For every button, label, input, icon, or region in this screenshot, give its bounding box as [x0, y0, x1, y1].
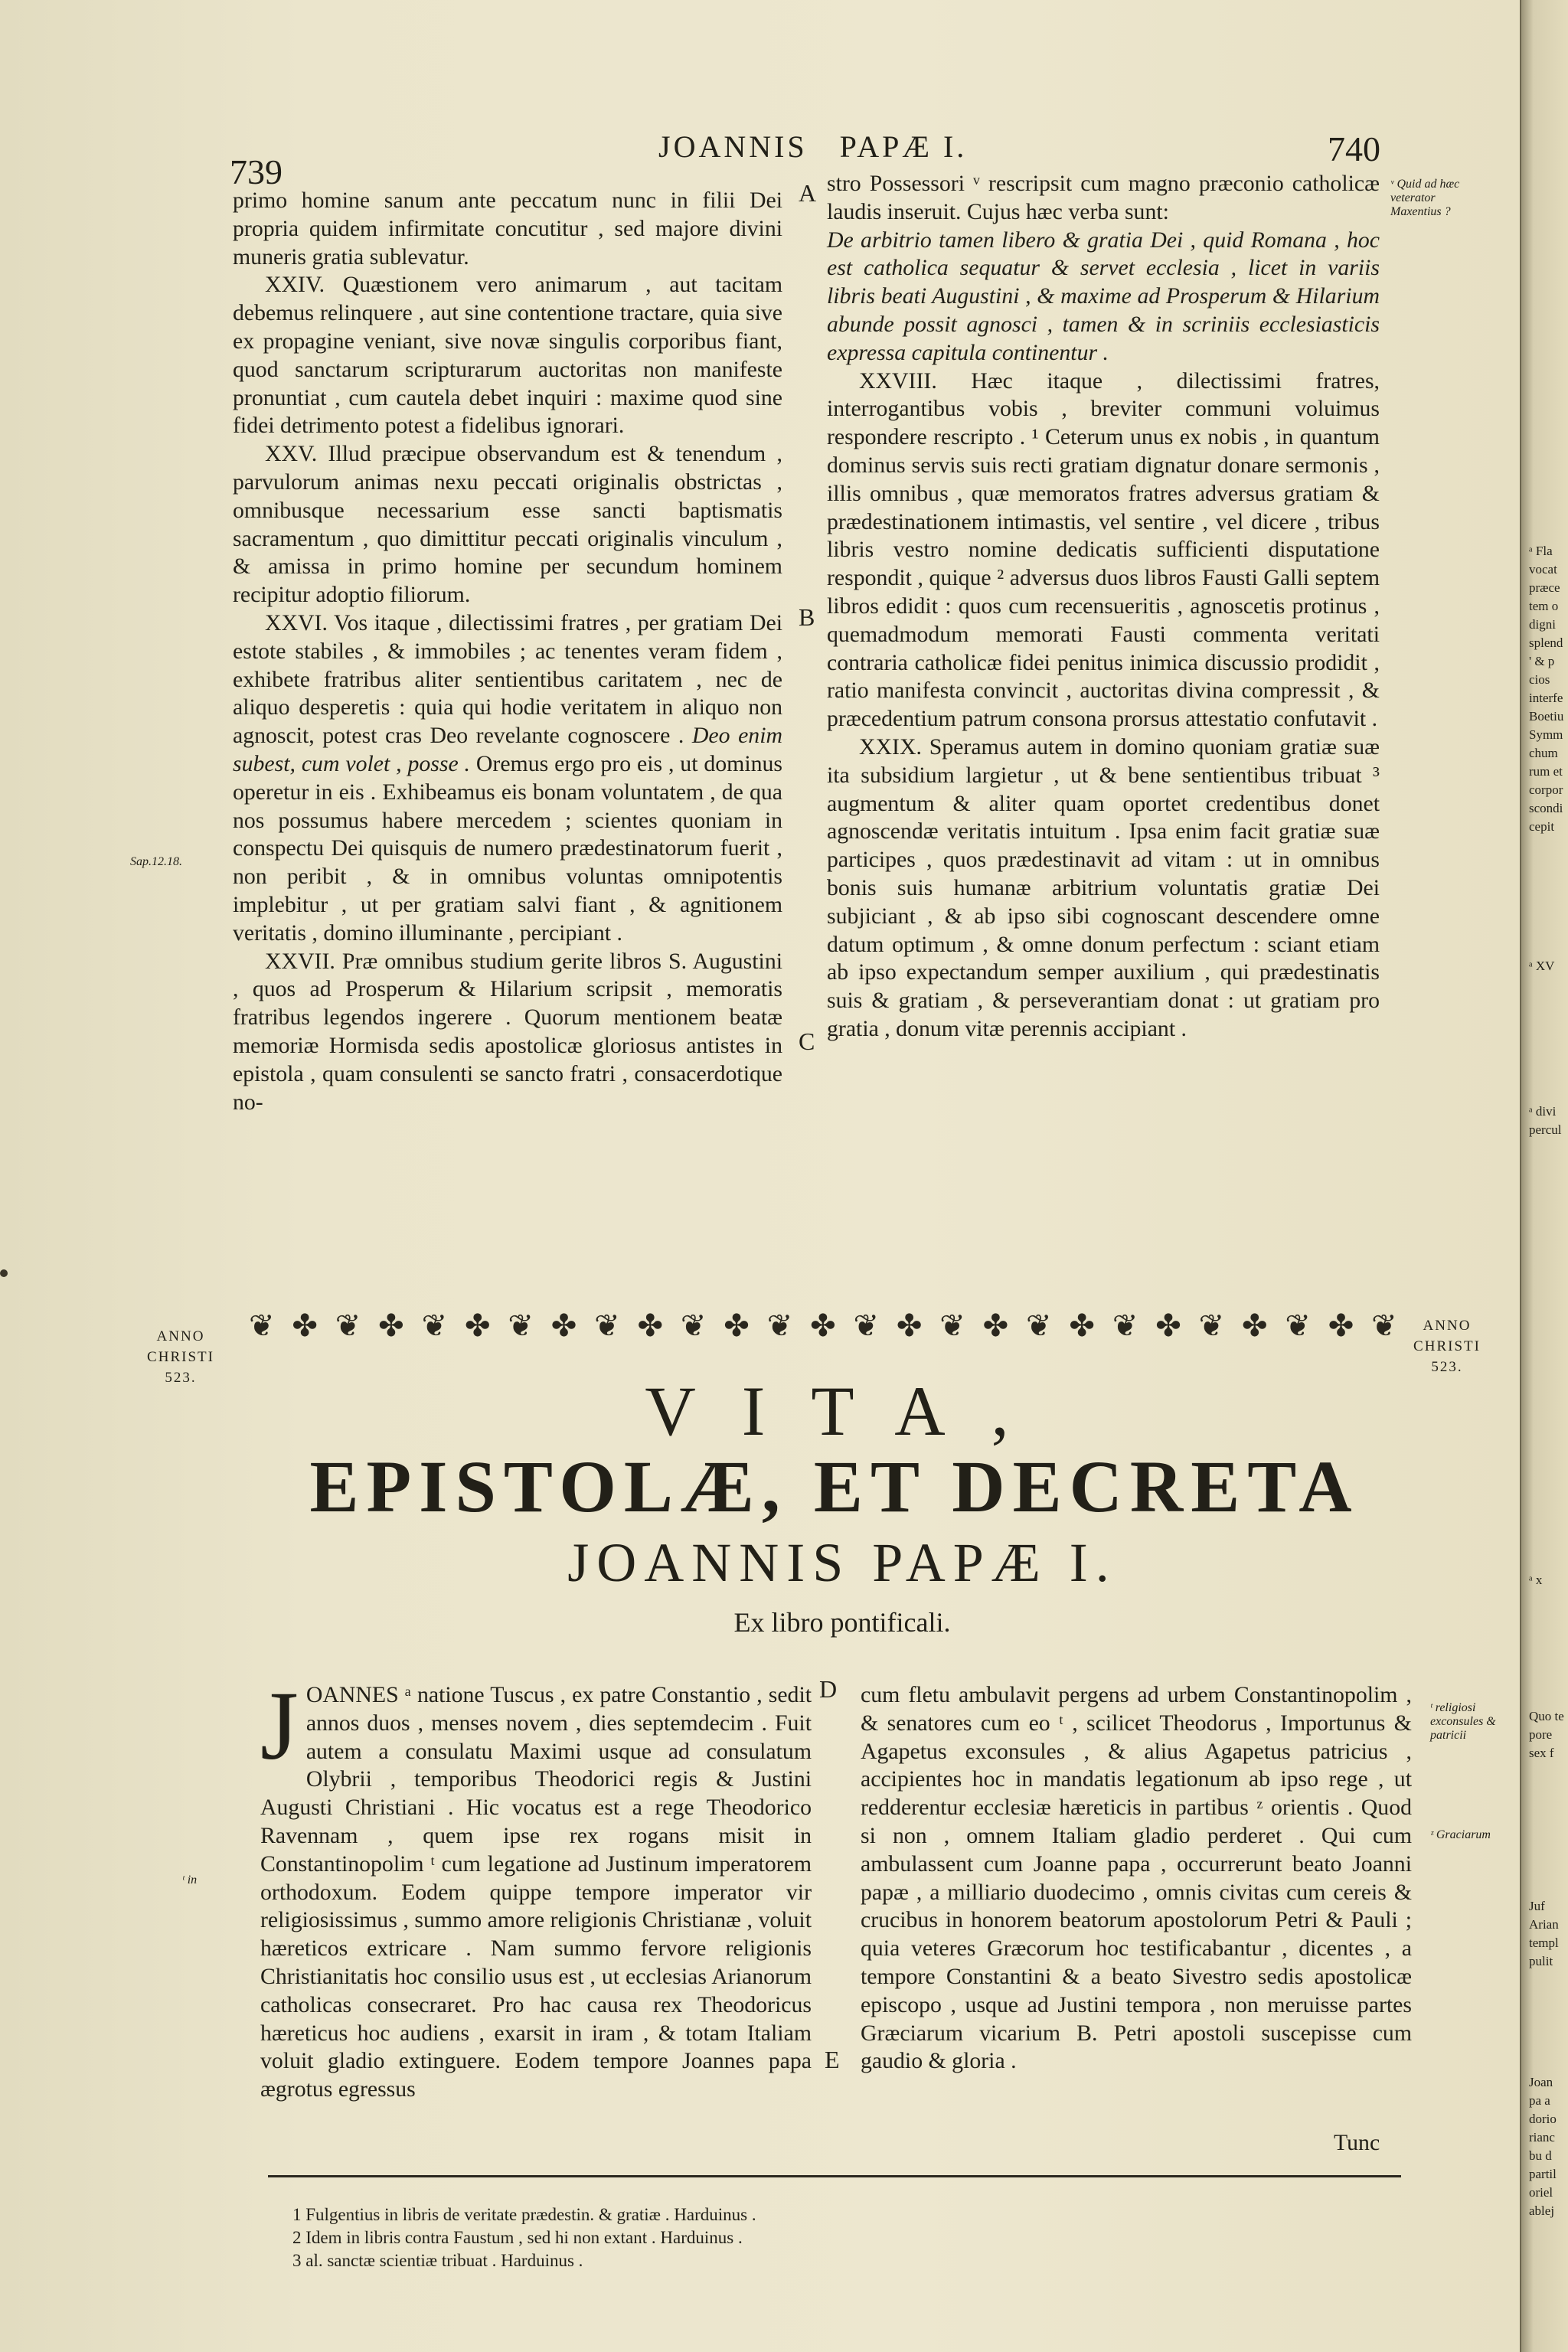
- sidenote-sap: Sap.12.18.: [130, 855, 182, 868]
- paragraph-xxvi-text: XXVI. Vos itaque , dilectissimi fratres , per gratiam Dei estote stabiles , & immobiles ; ac tenentes veram fidem , exhibete fratribus aliter sentientibus caritatem , nec de aliquo desperetis : quia qui hodie veritatem in aliquo non agnoscit, potest cras Deo revelante cognoscere .: [233, 609, 782, 749]
- footnote: 3 al. sanctæ scientiæ tribuat . Harduinus .: [292, 2251, 583, 2270]
- next-page-fragment: ᵃ divi percul: [1529, 1104, 1562, 1137]
- footnotes: [292, 2203, 1288, 2272]
- left-column: [233, 187, 782, 1116]
- subtitle-ex-libro: Ex libro pontificali.: [733, 1607, 951, 1638]
- next-page-fragment: ᵃ x: [1529, 1573, 1543, 1587]
- anno-christi-left: ANNO CHRISTI 523.: [147, 1328, 214, 1386]
- right-page-number: 740: [1328, 129, 1380, 168]
- next-page-fragment: ᵃ Fla vocat præce tem o digni splend ' & p cios interfe Boetiu Symm chum rum et corpor scondi cepit: [1529, 544, 1564, 834]
- catchword: Tunc: [1334, 2130, 1380, 2155]
- paragraph-xxiv: XXIV. Quæstionem vero animarum , aut tacitam debemus relinquere , aut sine contentione tractare, quia sive ex propagine veniant, sive novæ singulis corporibus fiant, quod sanctarum scripturarum auctoritas non manifeste pronuntiat , cum cautela debet inquiri : maxime quod sine fidei detrimento potest a fidelibus ignorari.: [233, 272, 782, 439]
- sidenote-religiosi: ᵗ religiosi exconsules & patricii: [1430, 1701, 1496, 1742]
- margin-letter-e: E: [825, 2046, 840, 2073]
- margin-letter-a: A: [799, 179, 817, 207]
- footnote: 2 Idem in libris contra Faustum , sed hi non extant . Harduinus .: [292, 2228, 743, 2247]
- left-page-number: 739: [230, 152, 283, 191]
- vita-text: OANNES ᵃ natione Tuscus , ex patre Constantio , sedit annos duos , menses novem , dies septemdecim . Fuit autem a consulatu Maximi usque ad consulatum Olybrii , temporibus Theodorici regis & Justini Augusti Christiani . Hic vocatus est a rege Theodorico Ravennam , quem ipse rex rogans misit in Constantinopolim ᵗ cum legatione ad Justinum imperatorem orthodoxum. Eodem quippe tempore imperator vir religiosissimus , summo amore religionis Christianæ , voluit hæreticos extricare . Nam summo fervore religionis Christianitatis hoc consilio usus est , ut ecclesias Arianorum catholicas consecraret. Pro hac causa rex Theodoricus hæreticus hoc audiens , exarsit in iram , & totam Italiam voluit gladio extinguere. Eodem tempore Joannes papa ægrotus egressus: [260, 1682, 812, 2102]
- paragraph: stro Possessori ᵛ rescripsit cum magno præconio catholicæ laudis inseruit. Cujus hæc verba sunt:: [827, 171, 1380, 224]
- sidenote-quid-ad: ᵛ Quid ad hæc veterator Maxentius ?: [1390, 178, 1460, 218]
- next-page-edge: [1520, 0, 1568, 2352]
- drop-cap: J: [260, 1671, 299, 1780]
- margin-letter-d: D: [819, 1675, 838, 1703]
- right-column: [827, 170, 1380, 1044]
- edge-mark: [0, 1269, 8, 1277]
- anno-christi-right: ANNO CHRISTI 523.: [1413, 1318, 1481, 1375]
- title-joannis: JOANNIS PAPÆ I.: [567, 1532, 1117, 1593]
- paragraph-xxviii: XXVIII. Hæc itaque , dilectissimi fratres, interrogantibus vobis , breviter communi voluimus respondere rescripto . ¹ Ceterum unus ex nobis , in quantum dominus servis suis recti gratiam dignatur donare sermonis , illis omnibus , quæ memoratos fratres adversus gratiam & prædestinationem intimastis, vel sentire , vel dicere , tribus libris vestro nomine dedicatis sufficienti disputatione respondit , quique ² adversus duos libros Fausti Galli septem libros edidit : quos cum recensueritis , agnoscetis protinus , quemadmodum memorati Fausti commenta veritati contraria catholicæ fidei penitus inimica discussio prodidit , ratio manifesta convincit , auctoritas divina compressit , & præcedentium patrum consona prorsus attestatio confutavit .: [827, 368, 1380, 732]
- margin-letter-c: C: [799, 1027, 815, 1055]
- footnote: 1 Fulgentius in libris de veritate prædestin. & gratiæ . Harduinus .: [292, 2205, 756, 2224]
- paragraph-xxvi-continued: Oremus ergo pro eis , ut dominus operetur in eis . Exhibeamus eis bonam voluntatem , de qua nos possumus habere mercedem ; scientes quoniam in conspectu Dei quisquis de numero prædestinatorum fuerit , non peribit , & in omnibus voluntas omnipotentis implebitur , ut per gratiam salvi fiant , & agnitionem veritatis , domino illuminante , percipiant .: [233, 750, 782, 946]
- vita-right-column: [861, 1681, 1412, 2076]
- vita-left-column: [260, 1671, 812, 2104]
- title-vita: VITA,: [645, 1372, 1055, 1450]
- paragraph-vita: [260, 1671, 812, 2104]
- paragraph-xxix: XXIX. Speramus autem in domino quoniam gratiæ suæ ita subsidium largietur , ut & bene sentientibus tribuat ³ augmentum & aliter quam oportet credentibus donet agnoscendæ veritatis intuitum . Ipsa enim facit gratiæ suæ participes , quos prædestinavit ad vitam : ut in omnibus bonis suis humanæ arbitrium voluntatis gratiæ Dei subjiciant , & ab ipso sibi cognoscant descendere omne datum optimum , & omne donum perfectum : sciant etiam ab ipso expectandum semper auxilium , qui prædestinatis suis & gratiam , & perseverantiam donat : ut gratiam pro gratia , donum vitæ perennis accipiant .: [827, 733, 1380, 1041]
- paragraph-xxvii: XXVII. Præ omnibus studium gerite libros S. Augustini , quos ad Prosperum & Hilarium scripsit , memoratis fratribus legendos ingerere . Quorum mentionem beatæ memoriæ Hormisda sedis apostolicæ gloriosus antistes in epistola , quam consulenti se sancto fratri , consacerdotique no-: [233, 948, 782, 1115]
- sidenote-in: ᵗ in: [182, 1873, 198, 1886]
- sidenote-graciarum: ᶻ Graciarum: [1430, 1828, 1491, 1841]
- paragraph-xxvi: [233, 609, 782, 948]
- next-page-fragment: ᵃ XV: [1529, 959, 1555, 973]
- margin-letter-b: B: [799, 603, 815, 631]
- vita-text-continued: cum fletu ambulavit pergens ad urbem Constantinopolim , & senatores cum eo ᵗ , scilicet Theodorus , Importunus & Agapetus exconsules , & alius Agapetus patricius , accipientes hoc in mandatis legationum ab ipso rege , ut redderentur ecclesiæ hæreticis in partibus ᶻ orientis . Quod si non , omnem Italiam gladio perderet . Qui cum ambulassent cum Joanne papa , occurrerunt beato Joanni papæ , a milliario duodecimo , omnis civitas cum cereis & crucibus in honorem beatorum apostolorum Petri & Pauli ; quia veteres Græcorum hoc testificabantur , dicentes , a tempore Constantini & a beato Sivestro sedis apostolicæ episcopo , usque ad Justini tempora , non meruisse partes Græciarum vicarium B. Petri apostoli suscepisse cum gaudio & gloria .: [861, 1682, 1412, 2074]
- next-page-fragment: Quo te pore sex f: [1529, 1709, 1564, 1760]
- paragraph: primo homine sanum ante peccatum nunc in filii Dei propria quidem infirmitate concutitur , sed majore divini muneris gratia sublevatur.: [233, 188, 782, 270]
- footnote-rule: [268, 2175, 1401, 2177]
- quotation: De arbitrio tamen libero & gratia Dei , quid Romana , hoc est catholica sequatur & servet ecclesia , licet in variis libris beati Augustini , & maxime ad Prosperum & Hilarium abunde possit agnosci , tamen & in scriniis ecclesiasticis expressa capitula continentur .: [827, 227, 1380, 365]
- next-page-fragment: Juf Arian templ pulit: [1529, 1899, 1559, 1968]
- next-page-fragment: Joan pa a dorio rianc bu d partil oriel ablej: [1529, 2075, 1557, 2218]
- paragraph-xxv: XXV. Illud præcipue observandum est & tenendum , parvulorum animas nexu peccati originalis obstrictas , omnibusque necessarium esse sancti baptismatis sacramentum , quo dimittitur peccati originalis vinculum , & amissa in primo homine per secundum hominem recipitur adoptio filiorum.: [233, 441, 782, 608]
- ornamental-band: ❦ ✤ ❦ ✤ ❦ ✤ ❦ ✤ ❦ ✤ ❦ ✤ ❦ ✤ ❦ ✤ ❦ ✤ ❦ ✤ ❦ ✤ ❦ ✤ ❦ ✤ ❦: [249, 1308, 1397, 1343]
- title-epistolae: EPISTOLÆ, ET DECRETA: [309, 1446, 1360, 1527]
- running-title: JOANNIS PAPÆ I.: [658, 129, 968, 164]
- scripture-quote: Deo enim subest, cum volet , posse .: [233, 723, 783, 776]
